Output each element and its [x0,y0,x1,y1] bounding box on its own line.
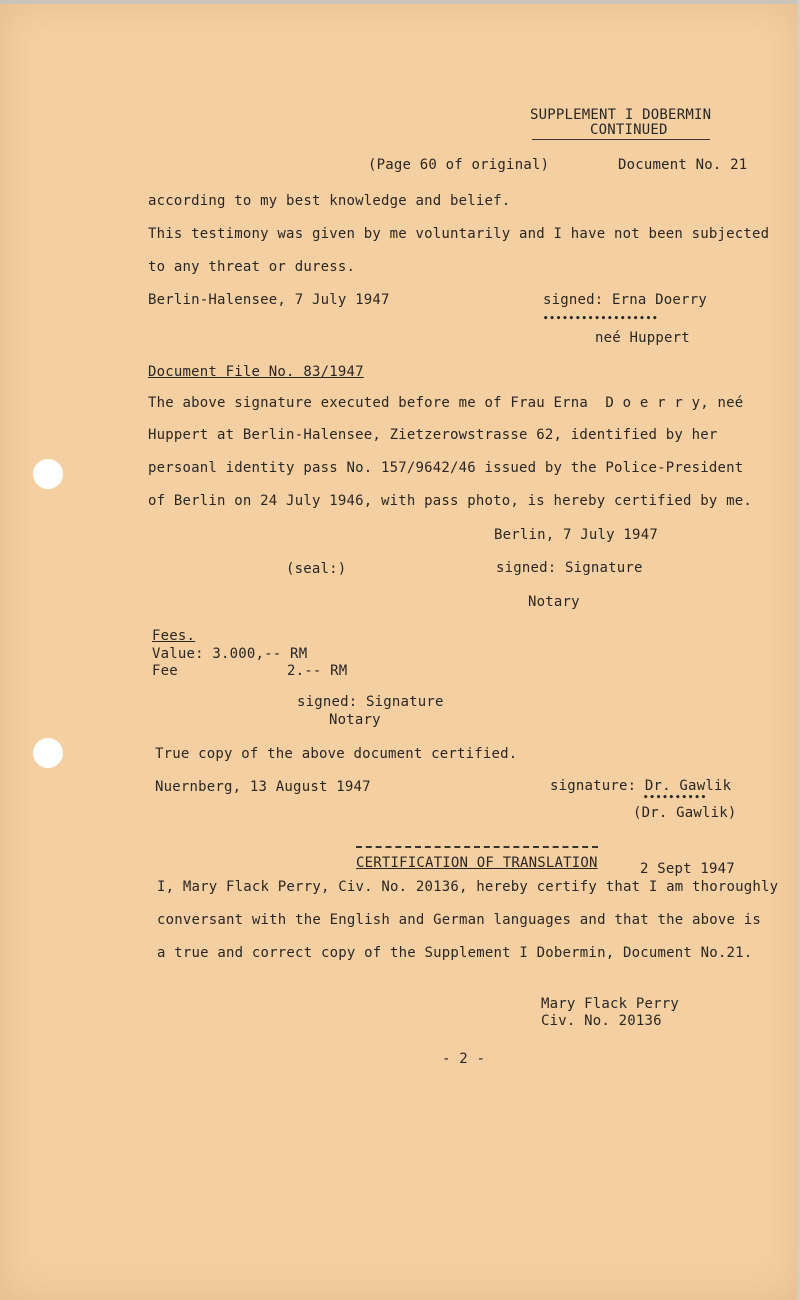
body-line: This testimony was given by me voluntarily and I have not been subjected [148,226,770,242]
certification-line: a true and correct copy of the Supplement I Dobermin, Document No.21. [157,945,753,961]
certification-rule [356,846,598,848]
notary-line: The above signature executed before me of Frau Erna D o e r r y, neé [148,395,744,411]
fees-label: Fee [152,663,178,679]
notary-signed: signed: Signature [496,560,643,576]
body-line: according to my best knowledge and belief. [148,193,511,209]
notary-line: of Berlin on 24 July 1946, with pass photo, is hereby certified by me. [148,493,753,509]
document-number: Document No. 21 [618,157,748,173]
fees-heading: Fees. [152,628,196,644]
header-title: SUPPLEMENT I DOBERMIN [530,107,712,123]
signed-line: signed: Erna Doerry [543,292,707,308]
page-number: - 2 - [442,1051,486,1067]
seal-label: (seal:) [286,561,347,577]
true-copy-statement: True copy of the above document certified. [155,746,518,762]
body-line: to any threat or duress. [148,259,356,275]
header-underline [532,139,710,140]
notary-title: Notary [528,594,580,610]
header-continued: CONTINUED [590,122,668,138]
fees-amount: 2.-- RM [287,663,348,679]
fees-value: Value: 3.000,-- RM [152,646,308,662]
true-copy-signature: signature: Dr. Gawlik [550,778,732,794]
punch-hole [33,738,63,768]
signature-dots: •••••••••• [643,793,708,803]
page-reference: (Page 60 of original) [368,157,550,173]
signature-dots: •••••••••••••••••• [543,314,659,324]
page-top-edge [0,0,800,4]
translator-civ-no: Civ. No. 20136 [541,1013,662,1029]
certification-date: 2 Sept 1947 [640,861,735,877]
punch-hole [33,459,63,489]
certification-heading: CERTIFICATION OF TRANSLATION [356,855,598,871]
certification-line: I, Mary Flack Perry, Civ. No. 20136, hereby certify that I am thoroughly [157,879,779,895]
translator-name: Mary Flack Perry [541,996,680,1012]
notary-line: persoanl identity pass No. 157/9642/46 issued by the Police-President [148,460,744,476]
fees-notary: Notary [329,712,381,728]
notary-date: Berlin, 7 July 1947 [494,527,658,543]
fees-signed: signed: Signature [297,694,444,710]
notary-line: Huppert at Berlin-Halensee, Zietzerowstrasse 62, identified by her [148,427,718,443]
true-copy-place-date: Nuernberg, 13 August 1947 [155,779,371,795]
place-date: Berlin-Halensee, 7 July 1947 [148,292,390,308]
nee-line: neé Huppert [595,330,690,346]
certification-line: conversant with the English and German languages and that the above is [157,912,762,928]
true-copy-name: (Dr. Gawlik) [633,805,737,821]
document-file-number: Document File No. 83/1947 [148,364,364,380]
